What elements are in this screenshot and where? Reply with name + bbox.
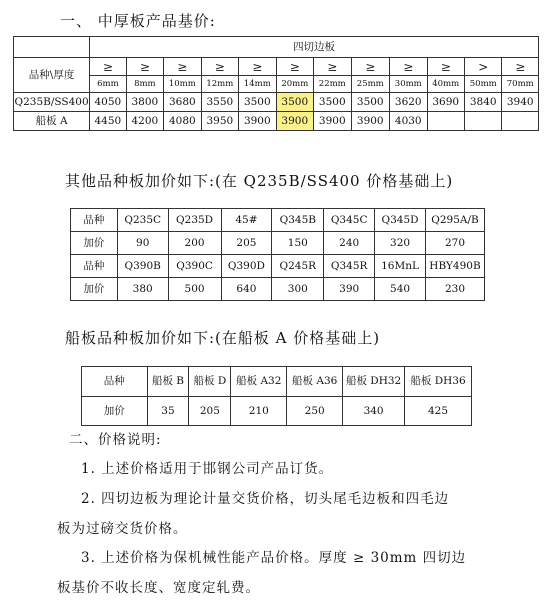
table-row	[82, 367, 472, 397]
symbol-cell: ≥	[427, 58, 464, 76]
thickness-cell: 25mm	[351, 76, 390, 93]
highlighted-price-cell: 3500	[276, 93, 313, 112]
note-line: 1. 上述价格适用于邯钢公司产品订货。	[81, 461, 334, 477]
price-cell: 4050	[90, 93, 126, 112]
ship-plate-surcharge-table	[81, 366, 472, 426]
table-cell: 品种	[82, 367, 148, 397]
table-cell: 品种	[71, 255, 118, 278]
price-cell: 3500	[239, 93, 276, 112]
table-corner-cell	[14, 37, 90, 58]
table-cell: 240	[324, 232, 375, 255]
price-cell: 3900	[239, 112, 276, 131]
table-row	[14, 93, 539, 112]
table-row	[71, 278, 485, 301]
table-cell: 640	[221, 278, 272, 301]
note-line: 2. 四切边板为理论计量交货价格，切头尾毛边板和四毛边	[81, 491, 450, 507]
table-cell: 230	[426, 278, 485, 301]
table-cell: Q235D	[168, 209, 221, 232]
table-cell: Q345D	[375, 209, 426, 232]
price-cell: 4450	[90, 112, 126, 131]
price-cell: 3800	[126, 93, 163, 112]
table-row	[14, 112, 539, 131]
thickness-cell: 22mm	[314, 76, 351, 93]
table-cell: 210	[231, 397, 287, 426]
table-cell: 船板 A36	[287, 367, 343, 397]
table-cell: 540	[375, 278, 426, 301]
thickness-cell: 50mm	[464, 76, 501, 93]
table-cell: 500	[168, 278, 221, 301]
table-cell: 205	[221, 232, 272, 255]
thickness-cell: 14mm	[239, 76, 276, 93]
price-cell	[427, 112, 464, 131]
section-3-title: 船板品种板加价如下:(在船板 A 价格基础上)	[65, 329, 381, 347]
table-cell: 船板 D	[189, 367, 231, 397]
highlighted-price-cell: 3900	[276, 112, 313, 131]
symbol-cell: ≥	[390, 58, 427, 76]
table-cell: HBY490B	[426, 255, 485, 278]
price-cell: 3840	[464, 93, 501, 112]
note-line: 板基价不收长度、宽度定轧费。	[57, 580, 260, 596]
symbol-cell: ≥	[164, 58, 201, 76]
price-cell	[464, 112, 501, 131]
symbol-row	[14, 58, 539, 76]
thickness-cell: 70mm	[502, 76, 539, 93]
table-cell: 380	[117, 278, 168, 301]
table-cell: 90	[117, 232, 168, 255]
price-cell: 3690	[427, 93, 464, 112]
table-cell: 船板 B	[147, 367, 189, 397]
price-cell: 3550	[201, 93, 238, 112]
table-cell: 35	[147, 397, 189, 426]
table-cell: Q345B	[272, 209, 324, 232]
price-cell: 4200	[126, 112, 163, 131]
table-cell: 加价	[71, 278, 118, 301]
symbol-cell: >	[464, 58, 501, 76]
table-cell: 船板 A32	[231, 367, 287, 397]
base-price-table	[13, 36, 539, 131]
price-cell: 4030	[390, 112, 427, 131]
table-row	[82, 397, 472, 426]
symbol-cell: ≥	[314, 58, 351, 76]
table-cell: 340	[343, 397, 405, 426]
row-header: 品种\厚度	[14, 58, 90, 93]
table-cell: Q390D	[221, 255, 272, 278]
table-cell: 250	[287, 397, 343, 426]
table-cell: Q345C	[324, 209, 375, 232]
price-cell: 3940	[502, 93, 539, 112]
thickness-cell: 40mm	[427, 76, 464, 93]
thickness-cell: 12mm	[201, 76, 238, 93]
price-cell: 3950	[201, 112, 238, 131]
table-row	[71, 209, 485, 232]
symbol-cell: ≥	[90, 58, 126, 76]
thickness-cell: 6mm	[90, 76, 126, 93]
table-cell: 390	[324, 278, 375, 301]
thickness-row	[14, 76, 539, 93]
price-cell: 3900	[351, 112, 390, 131]
table-cell: 300	[272, 278, 324, 301]
table-cell: Q295A/B	[426, 209, 485, 232]
section-1-title: 一、 中厚板产品基价:	[60, 12, 216, 30]
price-cell	[502, 112, 539, 131]
symbol-cell: ≥	[201, 58, 238, 76]
thickness-cell: 10mm	[164, 76, 201, 93]
table-cell: Q390B	[117, 255, 168, 278]
price-cell: 3680	[164, 93, 201, 112]
table-cell: 425	[405, 397, 472, 426]
section-4-title: 二、价格说明:	[69, 432, 162, 448]
table-cell: Q245R	[272, 255, 324, 278]
symbol-cell: ≥	[276, 58, 313, 76]
table-cell: 加价	[82, 397, 148, 426]
table-row	[71, 255, 485, 278]
group-header: 四切边板	[90, 37, 539, 58]
table-cell: 加价	[71, 232, 118, 255]
price-cell: 3620	[390, 93, 427, 112]
row-name-cell: 船板 A	[14, 112, 90, 131]
price-cell: 3900	[314, 112, 351, 131]
table-cell: Q390C	[168, 255, 221, 278]
table-cell: 品种	[71, 209, 118, 232]
symbol-cell: ≥	[351, 58, 390, 76]
table-cell: 270	[426, 232, 485, 255]
table-cell: 320	[375, 232, 426, 255]
price-cell: 4080	[164, 112, 201, 131]
row-name-cell: Q235B/SS400	[14, 93, 90, 112]
symbol-cell: ≥	[126, 58, 163, 76]
other-grades-surcharge-table	[70, 208, 485, 301]
price-cell: 3500	[314, 93, 351, 112]
table-cell: 45#	[221, 209, 272, 232]
note-line: 3. 上述价格为保机械性能产品价格。厚度 ≥ 30mm 四切边	[81, 550, 467, 566]
table-cell: Q345R	[324, 255, 375, 278]
table-cell: 船板 DH32	[343, 367, 405, 397]
table-cell: 16MnL	[375, 255, 426, 278]
table-cell: 船板 DH36	[405, 367, 472, 397]
table-cell: 150	[272, 232, 324, 255]
table-cell: 205	[189, 397, 231, 426]
table-row	[71, 232, 485, 255]
thickness-cell: 30mm	[390, 76, 427, 93]
symbol-cell: ≥	[239, 58, 276, 76]
thickness-cell: 8mm	[126, 76, 163, 93]
section-2-title: 其他品种板加价如下:(在 Q235B/SS400 价格基础上)	[65, 172, 454, 190]
table-cell: Q235C	[117, 209, 168, 232]
price-cell: 3500	[351, 93, 390, 112]
note-line: 板为过磅交货价格。	[57, 521, 188, 537]
thickness-cell: 20mm	[276, 76, 313, 93]
symbol-cell: ≥	[502, 58, 539, 76]
table-cell: 200	[168, 232, 221, 255]
